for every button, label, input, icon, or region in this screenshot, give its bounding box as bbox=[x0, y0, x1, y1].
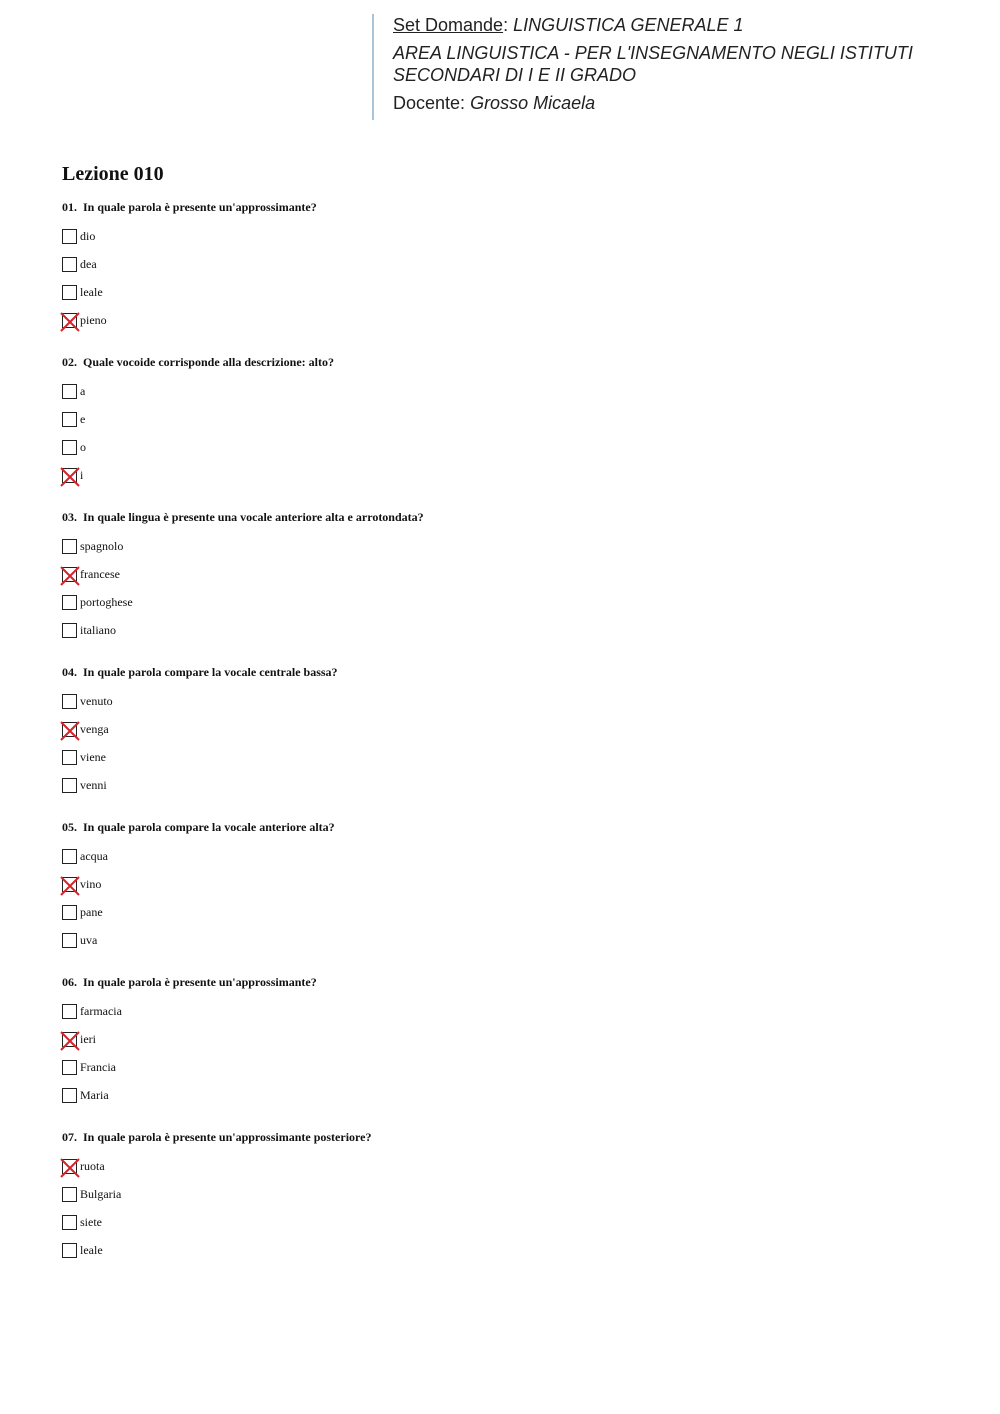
quiz-content bbox=[62, 160, 942, 1283]
option-label: a bbox=[80, 384, 86, 398]
option-label: venuto bbox=[80, 694, 113, 708]
checkbox[interactable] bbox=[62, 1215, 77, 1230]
answer-option[interactable] bbox=[62, 532, 942, 560]
x-mark-icon bbox=[60, 312, 80, 332]
answer-option[interactable] bbox=[62, 306, 942, 334]
checkbox[interactable] bbox=[62, 905, 77, 920]
checkbox[interactable] bbox=[62, 623, 77, 638]
checkbox[interactable] bbox=[62, 1088, 77, 1103]
option-label: pane bbox=[80, 905, 103, 919]
option-label: spagnolo bbox=[80, 539, 124, 553]
question-item bbox=[62, 198, 942, 334]
set-domande-line bbox=[393, 14, 993, 36]
checked-checkbox[interactable] bbox=[62, 567, 77, 582]
x-mark-icon bbox=[60, 467, 80, 487]
option-label: acqua bbox=[80, 849, 108, 863]
question-text bbox=[62, 198, 942, 216]
answer-option[interactable] bbox=[62, 870, 942, 898]
answer-option[interactable] bbox=[62, 1025, 942, 1053]
x-mark-icon bbox=[60, 721, 80, 741]
checkbox[interactable] bbox=[62, 412, 77, 427]
checkbox[interactable] bbox=[62, 1187, 77, 1202]
answer-option[interactable] bbox=[62, 1180, 942, 1208]
option-label: pieno bbox=[80, 313, 107, 327]
question-prompt: Quale vocoide corrisponde alla descrizione: alto? bbox=[83, 355, 334, 369]
checked-checkbox[interactable] bbox=[62, 313, 77, 328]
answer-option[interactable] bbox=[62, 433, 942, 461]
option-label: ruota bbox=[80, 1159, 105, 1173]
checkbox[interactable] bbox=[62, 539, 77, 554]
checkbox[interactable] bbox=[62, 694, 77, 709]
checkbox[interactable] bbox=[62, 778, 77, 793]
answer-option[interactable] bbox=[62, 560, 942, 588]
question-prompt: In quale parola è presente un'approssimante? bbox=[83, 975, 317, 989]
option-label: leale bbox=[80, 1243, 103, 1257]
answer-option[interactable] bbox=[62, 250, 942, 278]
option-label: francese bbox=[80, 567, 120, 581]
checkbox[interactable] bbox=[62, 440, 77, 455]
checked-checkbox[interactable] bbox=[62, 877, 77, 892]
option-label: dio bbox=[80, 229, 96, 243]
question-item bbox=[62, 818, 942, 954]
checkbox[interactable] bbox=[62, 1004, 77, 1019]
question-number: 06. bbox=[62, 975, 77, 989]
question-item bbox=[62, 663, 942, 799]
question-number: 02. bbox=[62, 355, 77, 369]
document-header bbox=[372, 14, 993, 120]
question-number: 03. bbox=[62, 510, 77, 524]
answer-option[interactable] bbox=[62, 771, 942, 799]
question-prompt: In quale parola è presente un'approssimante? bbox=[83, 200, 317, 214]
answer-option[interactable] bbox=[62, 222, 942, 250]
option-label: venni bbox=[80, 778, 107, 792]
checked-checkbox[interactable] bbox=[62, 468, 77, 483]
x-mark-icon bbox=[60, 876, 80, 896]
option-label: vino bbox=[80, 877, 102, 891]
option-label: leale bbox=[80, 285, 103, 299]
option-label: farmacia bbox=[80, 1004, 122, 1018]
checked-checkbox[interactable] bbox=[62, 1159, 77, 1174]
question-item bbox=[62, 508, 942, 644]
answer-option[interactable] bbox=[62, 588, 942, 616]
x-mark-icon bbox=[60, 1031, 80, 1051]
x-mark-icon bbox=[60, 566, 80, 586]
question-text bbox=[62, 973, 942, 991]
question-prompt: In quale parola compare la vocale centrale bassa? bbox=[83, 665, 338, 679]
answer-option[interactable] bbox=[62, 687, 942, 715]
answer-option[interactable] bbox=[62, 1081, 942, 1109]
answer-option[interactable] bbox=[62, 743, 942, 771]
question-number: 04. bbox=[62, 665, 77, 679]
question-item bbox=[62, 973, 942, 1109]
docente-line bbox=[393, 92, 993, 120]
question-number: 01. bbox=[62, 200, 77, 214]
option-label: Maria bbox=[80, 1088, 109, 1102]
checkbox[interactable] bbox=[62, 1243, 77, 1258]
option-label: Francia bbox=[80, 1060, 116, 1074]
checkbox[interactable] bbox=[62, 257, 77, 272]
question-text bbox=[62, 663, 942, 681]
question-text bbox=[62, 818, 942, 836]
x-mark-icon bbox=[60, 1158, 80, 1178]
answer-option[interactable] bbox=[62, 997, 942, 1025]
question-item bbox=[62, 1128, 942, 1264]
set-domande-label: Set Domande bbox=[393, 15, 504, 35]
checkbox[interactable] bbox=[62, 933, 77, 948]
option-label: viene bbox=[80, 750, 106, 764]
set-domande-value: LINGUISTICA GENERALE 1 bbox=[513, 15, 744, 35]
answer-option[interactable] bbox=[62, 715, 942, 743]
lesson-title: Lezione 010 bbox=[62, 163, 164, 185]
question-text bbox=[62, 353, 942, 371]
question-list bbox=[62, 198, 942, 1264]
option-label: Bulgaria bbox=[80, 1187, 122, 1201]
option-label: portoghese bbox=[80, 595, 133, 609]
answer-option[interactable] bbox=[62, 1152, 942, 1180]
docente-value: Grosso Micaela bbox=[470, 93, 596, 113]
answer-option[interactable] bbox=[62, 1236, 942, 1264]
option-label: venga bbox=[80, 722, 109, 736]
answer-option[interactable] bbox=[62, 461, 942, 489]
checkbox[interactable] bbox=[62, 285, 77, 300]
option-label: uva bbox=[80, 933, 98, 947]
answer-option[interactable] bbox=[62, 1053, 942, 1081]
checkbox[interactable] bbox=[62, 750, 77, 765]
answer-option[interactable] bbox=[62, 842, 942, 870]
answer-option[interactable] bbox=[62, 616, 942, 644]
checkbox[interactable] bbox=[62, 384, 77, 399]
option-label: e bbox=[80, 412, 86, 426]
option-label: dea bbox=[80, 257, 97, 271]
docente-label: Docente: bbox=[393, 93, 466, 113]
page-corner-mark bbox=[490, 0, 510, 3]
checkbox[interactable] bbox=[62, 595, 77, 610]
question-item bbox=[62, 353, 942, 489]
option-label: siete bbox=[80, 1215, 102, 1229]
area-line: AREA LINGUISTICA - PER L'INSEGNAMENTO NEGLI ISTITUTI SECONDARI DI I E II GRADO bbox=[393, 43, 913, 85]
answer-option[interactable] bbox=[62, 278, 942, 306]
set-domande-separator: : bbox=[503, 15, 509, 35]
option-label: o bbox=[80, 440, 86, 454]
question-text bbox=[62, 1128, 942, 1146]
checkbox[interactable] bbox=[62, 1060, 77, 1075]
question-number: 05. bbox=[62, 820, 77, 834]
answer-option[interactable] bbox=[62, 1208, 942, 1236]
answer-option[interactable] bbox=[62, 926, 942, 954]
question-number: 07. bbox=[62, 1130, 77, 1144]
option-label: italiano bbox=[80, 623, 116, 637]
question-prompt: In quale parola è presente un'approssimante posteriore? bbox=[83, 1130, 372, 1144]
option-label: i bbox=[80, 468, 84, 482]
checked-checkbox[interactable] bbox=[62, 1032, 77, 1047]
checked-checkbox[interactable] bbox=[62, 722, 77, 737]
answer-option[interactable] bbox=[62, 377, 942, 405]
checkbox[interactable] bbox=[62, 849, 77, 864]
question-prompt: In quale parola compare la vocale anteriore alta? bbox=[83, 820, 335, 834]
answer-option[interactable] bbox=[62, 405, 942, 433]
checkbox[interactable] bbox=[62, 229, 77, 244]
question-text bbox=[62, 508, 942, 526]
answer-option[interactable] bbox=[62, 898, 942, 926]
option-label: ieri bbox=[80, 1032, 96, 1046]
question-prompt: In quale lingua è presente una vocale anteriore alta e arrotondata? bbox=[83, 510, 424, 524]
